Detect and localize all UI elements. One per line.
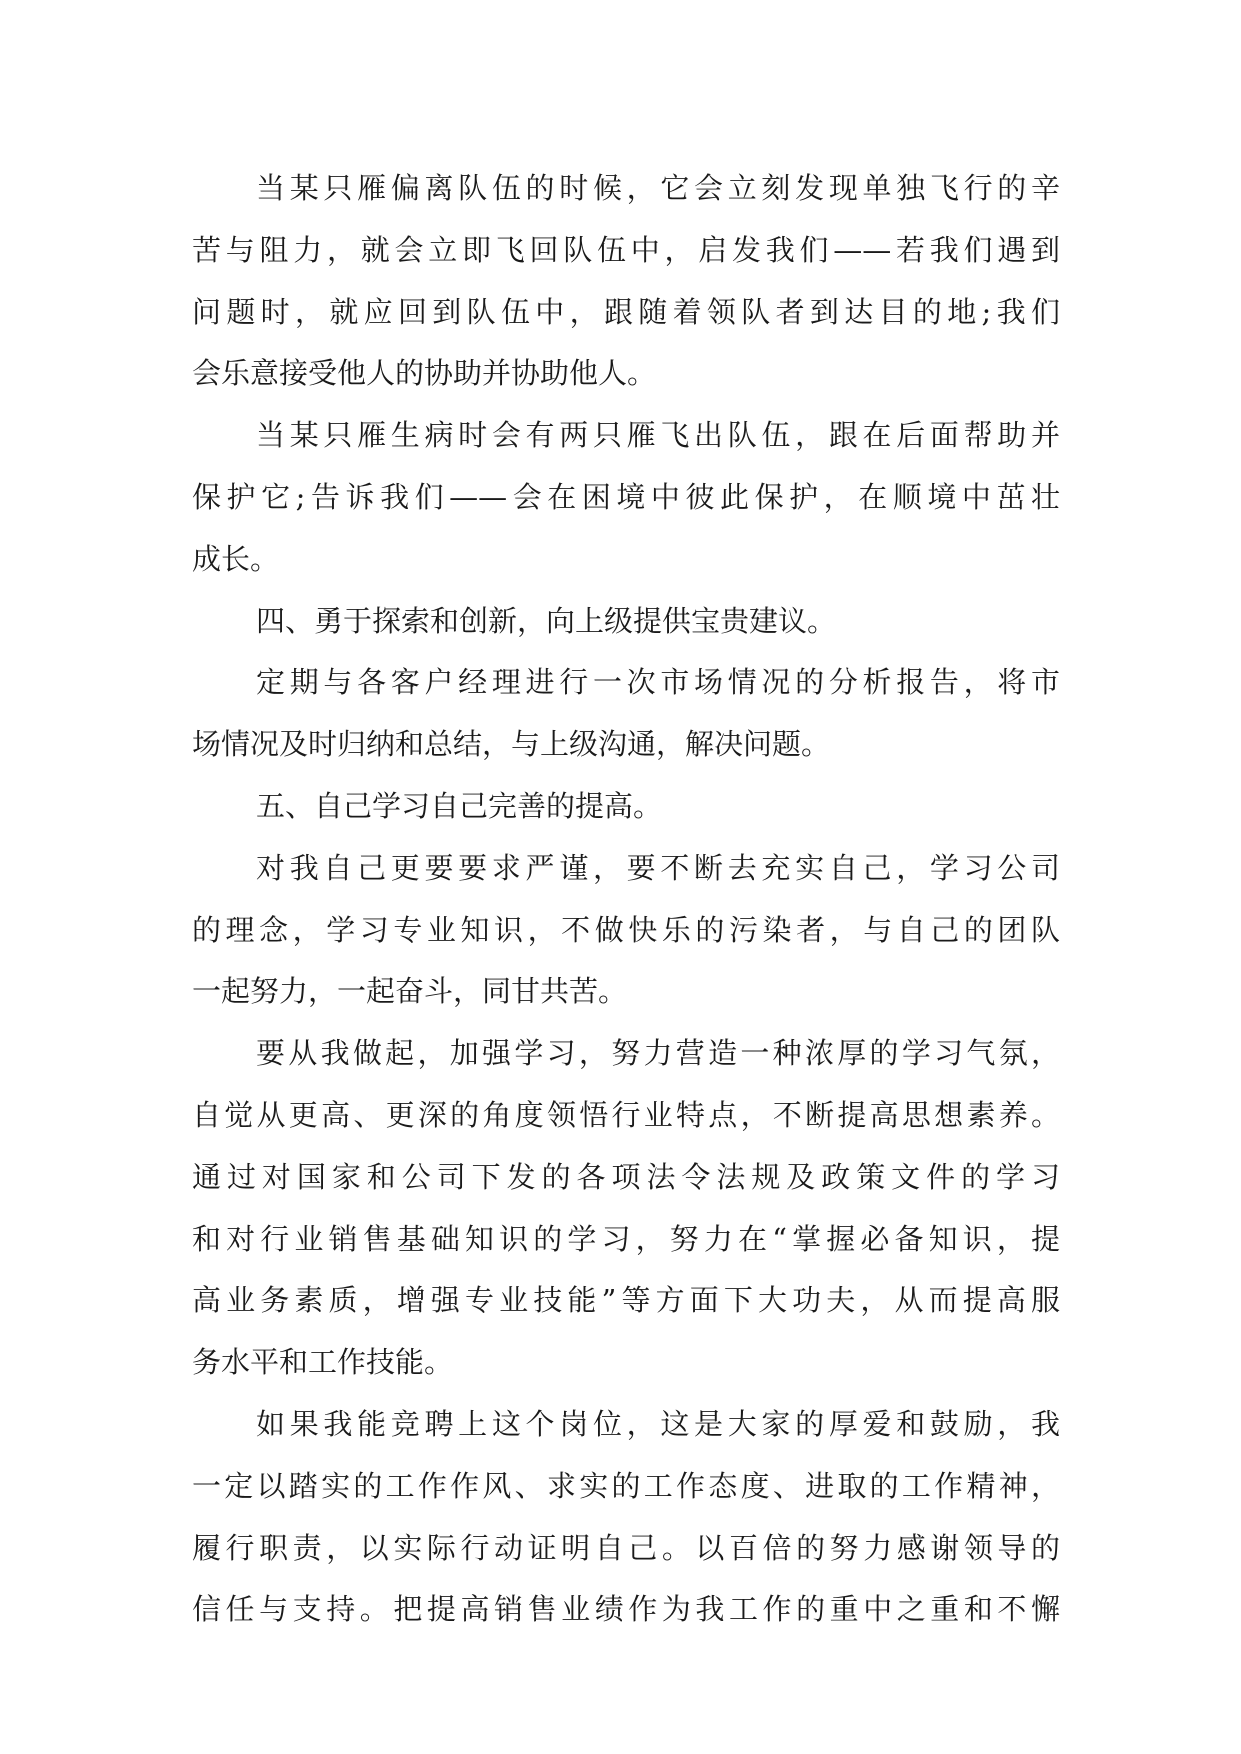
text-line: 定期与各客户经理进行一次市场情况的分析报告，将市 bbox=[256, 665, 1060, 700]
text-line: 四、勇于探索和创新，向上级提供宝贵建议。 bbox=[256, 603, 837, 638]
text-line: 当某只雁生病时会有两只雁飞出队伍，跟在后面帮助并 bbox=[256, 418, 1060, 453]
text-line: 信任与支持。把提高销售业绩作为我工作的重中之重和不懈 bbox=[192, 1592, 1060, 1627]
text-line: 会乐意接受他人的协助并协助他人。 bbox=[192, 356, 657, 391]
text-line: 五、自己学习自己完善的提高。 bbox=[256, 788, 663, 823]
text-line: 自觉从更高、更深的角度领悟行业特点，不断提高思想素养。 bbox=[192, 1097, 1060, 1132]
text-line: 高业务素质，增强专业技能”等方面下大功夫，从而提高服 bbox=[192, 1283, 1060, 1318]
text-line: 和对行业销售基础知识的学习，努力在“掌握必备知识，提 bbox=[192, 1221, 1060, 1256]
text-line: 对我自己更要要求严谨，要不断去充实自己，学习公司 bbox=[256, 850, 1060, 885]
text-line: 务水平和工作技能。 bbox=[192, 1345, 454, 1380]
text-line: 成长。 bbox=[192, 541, 280, 576]
text-line: 一起努力，一起奋斗，同甘共苦。 bbox=[192, 974, 628, 1009]
document-body bbox=[192, 158, 1060, 1641]
text-line: 一定以踏实的工作作风、求实的工作态度、进取的工作精神， bbox=[192, 1468, 1060, 1503]
text-line: 问题时，就应回到队伍中，跟随着领队者到达目的地;我们 bbox=[192, 294, 1060, 329]
text-line: 如果我能竞聘上这个岗位，这是大家的厚爱和鼓励，我 bbox=[256, 1406, 1060, 1441]
text-line: 履行职责，以实际行动证明自己。以百倍的努力感谢领导的 bbox=[192, 1530, 1060, 1565]
text-line: 当某只雁偏离队伍的时候，它会立刻发现单独飞行的辛 bbox=[256, 171, 1060, 205]
text-line: 苦与阻力，就会立即飞回队伍中，启发我们——若我们遇到 bbox=[192, 232, 1060, 267]
text-line: 通过对国家和公司下发的各项法令法规及政策文件的学习 bbox=[192, 1159, 1060, 1194]
text-line: 场情况及时归纳和总结，与上级沟通，解决问题。 bbox=[192, 727, 831, 762]
text-line: 的理念，学习专业知识，不做快乐的污染者，与自己的团队 bbox=[192, 912, 1060, 947]
text-line: 要从我做起，加强学习，努力营造一种浓厚的学习气氛， bbox=[256, 1036, 1060, 1071]
text-line: 保护它;告诉我们——会在困境中彼此保护，在顺境中茁壮 bbox=[192, 479, 1060, 514]
